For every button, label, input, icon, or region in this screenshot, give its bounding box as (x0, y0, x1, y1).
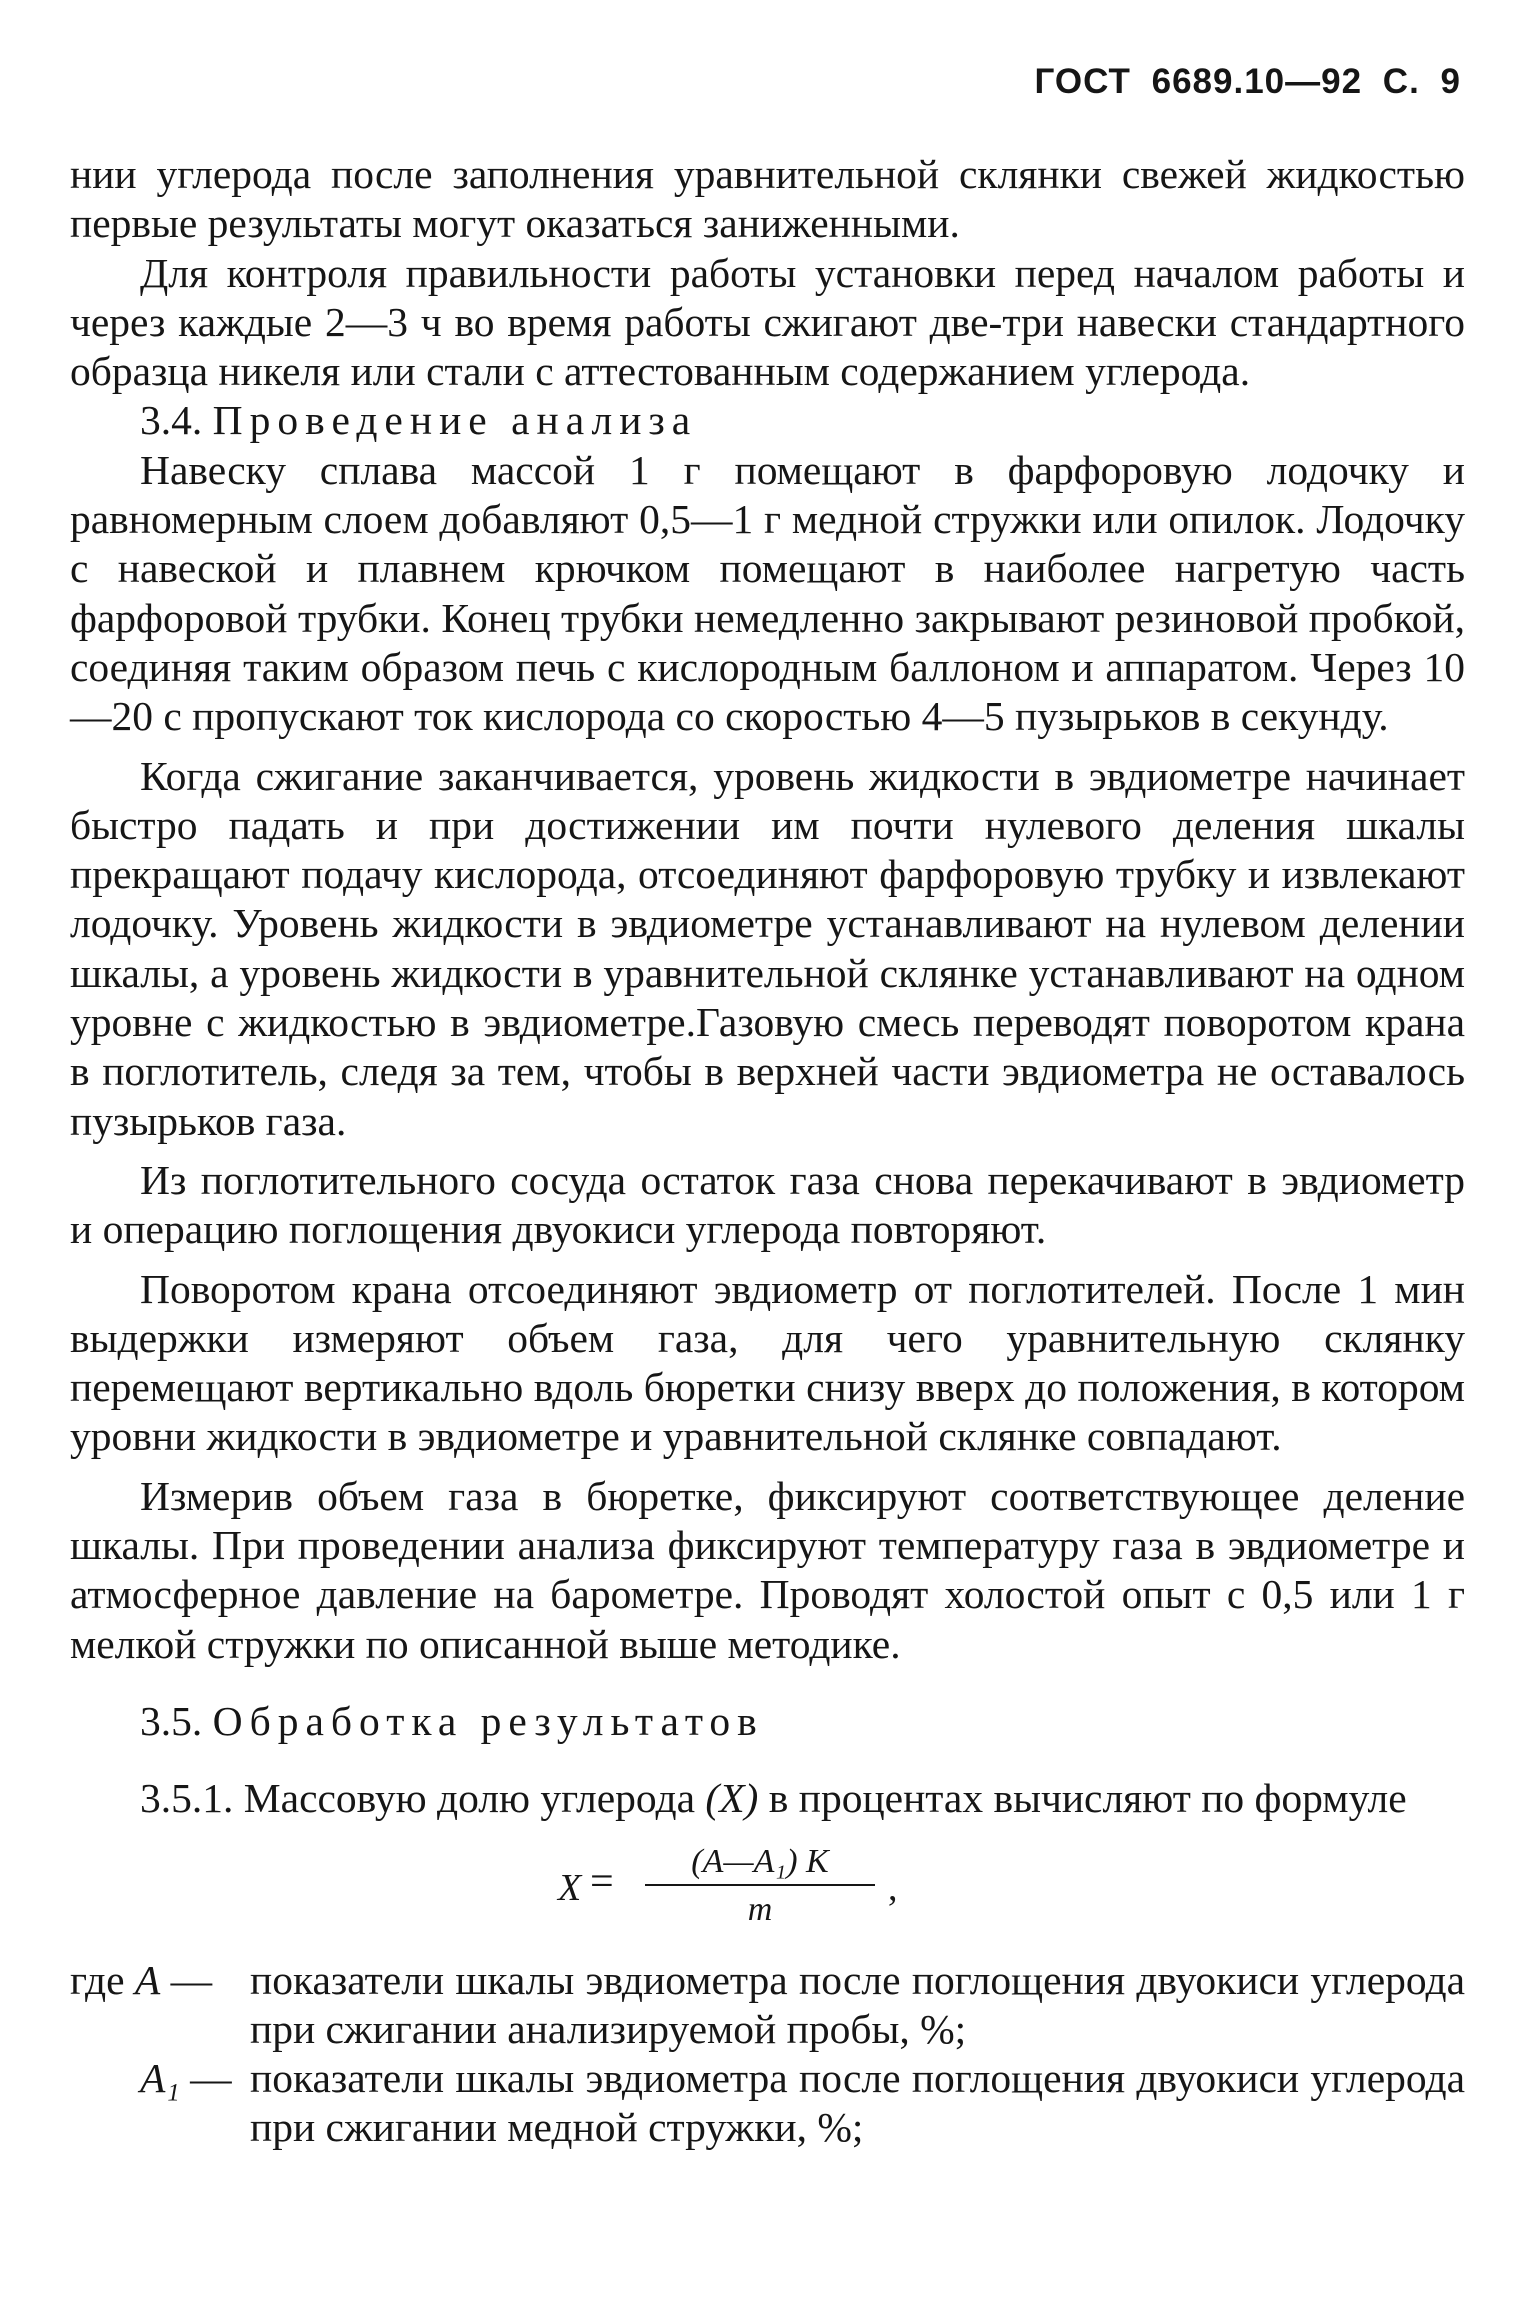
definition-lead (70, 1956, 212, 2005)
paragraph: нии углерода после заполнения уравнительной склянки свежей жидкостью первые результаты могут оказаться заниженными. (70, 151, 1465, 247)
clause-text: Массовую долю углерода (243, 1775, 696, 1822)
clause-3-5-1 (70, 1774, 1465, 1823)
definition-dash: — (170, 1956, 213, 2003)
formula-denominator: m (747, 1890, 773, 1928)
formula-equals: = (590, 1858, 614, 1905)
page-header (1035, 62, 1462, 102)
section-title: Обработка результатов (212, 1697, 764, 1744)
standard-number: ГОСТ 6689.10—92 (1034, 62, 1363, 101)
section-number: 3.4. (140, 397, 203, 444)
fraction-bar (645, 1884, 875, 1886)
definition-prefix: где (70, 1956, 125, 2003)
paragraph: Для контроля правильности работы установки перед началом работы и через каждые 2—3 ч во время работы сжигают две-три навески стандартного образца никеля или стали с аттестованным содержанием углерода. (70, 249, 1465, 395)
paragraph: Из поглотительного сосуда остаток газа снова перекачивают в эвдиометр и операцию поглощения двуокиси углерода повторяют. (70, 1156, 1465, 1253)
definition-symbol: A₁ (140, 2055, 180, 2102)
definition-text: показатели шкалы эвдиометра после поглощения двуокиси углерода при сжигании медной стружки, %; (250, 2055, 1465, 2151)
formula-lhs: X (558, 1866, 582, 1909)
definition-item (70, 2054, 1465, 2153)
formula (70, 1842, 1465, 1934)
formula-fraction (645, 1842, 875, 1930)
paragraph: Поворотом крана отсоединяют эвдиометр от поглотителей. После 1 мин выдержки измеряют объем газа, для чего уравнительную склянку перемещают вертикально вдоль бюретки снизу вверх до положения, в котором уровни жидкости в эвдиометре и уравнительной склянке совпадают. (70, 1265, 1465, 1460)
definition-item (70, 1956, 1465, 2055)
clause-text: в процентах вычисляют по формуле (768, 1775, 1407, 1822)
definition-text: показатели шкалы эвдиометра после поглощения двуокиси углерода при сжигании анализируемой пробы, %; (250, 1956, 1465, 2052)
section-title: Проведение анализа (212, 397, 698, 444)
body-text (70, 150, 1465, 2153)
clause-symbol: (X) (705, 1775, 759, 1822)
formula-numerator: (A—A₁) K (691, 1842, 829, 1880)
section-heading-3-4 (70, 396, 1465, 445)
paragraph: Навеску сплава массой 1 г помещают в фарфоровую лодочку и равномерным слоем добавляют 0,5—1 г медной стружки или опилок. Лодочку с навеской и плавнем крючком помещают в наиболее нагретую часть фарфоровой трубки. Конец трубки немедленно закрывают резиновой пробкой, соединяя таким образом печь с кислородным баллоном и аппаратом. Через 10—20 с пропускают ток кислорода со скоростью 4—5 пузырьков в секунду. (70, 446, 1465, 740)
formula-trailing: , (888, 1866, 898, 1909)
section-heading-3-5 (70, 1697, 1465, 1746)
paragraph: Когда сжигание заканчивается, уровень жидкости в эвдиометре начинает быстро падать и при достижении им почти нулевого деления шкалы прекращают подачу кислорода, отсоединяют фарфоровую трубку и извлекают лодочку. Уровень жидкости в эвдиометре устанавливают на нулевом делении шкалы, а уровень жидкости в уравнительной склянке устанавливают на одном уровне с жидкостью в эвдиометре.Газовую смесь переводят поворотом крана в поглотитель, следя за тем, чтобы в верхней части эвдиометра не оставалось пузырьков газа. (70, 752, 1465, 1144)
clause-number: 3.5.1. (140, 1775, 234, 1822)
definition-symbol: A (134, 1956, 161, 2003)
section-number: 3.5. (140, 1697, 203, 1744)
definition-dash: — (190, 2055, 232, 2102)
paragraph: Измерив объем газа в бюретке, фиксируют соответствующее деление шкалы. При проведении анализа фиксируют температуру газа в эвдиометре и атмосферное давление на барометре. Проводят холостой опыт с 0,5 или 1 г мелкой стружки по описанной выше методике. (70, 1472, 1465, 1667)
page-number: С. 9 (1382, 62, 1461, 101)
definition-lead (140, 2054, 232, 2103)
